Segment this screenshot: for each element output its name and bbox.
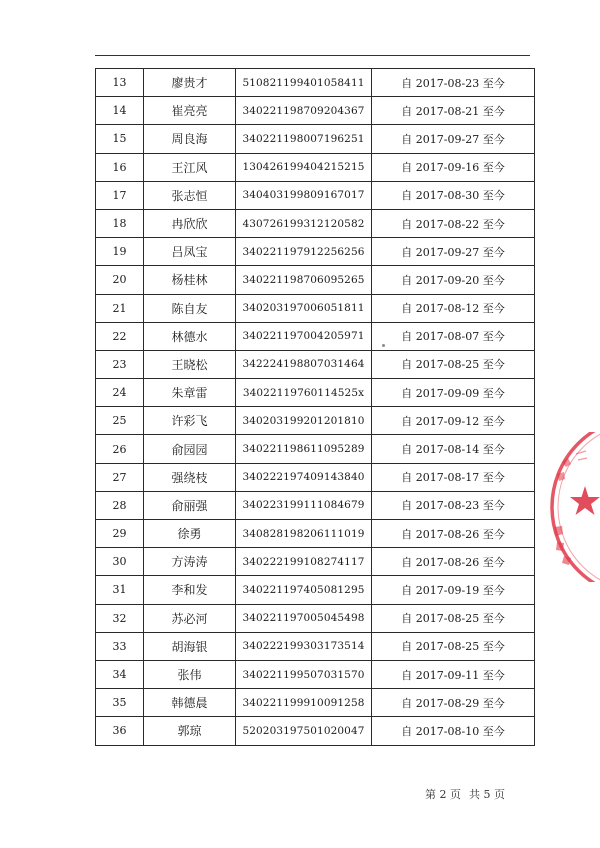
table-row xyxy=(96,520,535,548)
header-rule xyxy=(95,55,530,56)
row-number-cell: 34 xyxy=(96,660,144,688)
name-cell: 苏必河 xyxy=(144,604,236,632)
row-number-cell: 16 xyxy=(96,153,144,181)
employment-period-cell: 自 2017-09-12 至今 xyxy=(372,407,535,435)
row-number-cell: 29 xyxy=(96,520,144,548)
employment-period-cell: 自 2017-08-25 至今 xyxy=(372,350,535,378)
row-number-cell: 23 xyxy=(96,350,144,378)
scan-speck xyxy=(382,344,385,347)
id-number-cell: 340403199809167017 xyxy=(236,181,372,209)
name-cell: 俞园园 xyxy=(144,435,236,463)
employment-period-cell: 自 2017-09-19 至今 xyxy=(372,576,535,604)
table-row xyxy=(96,238,535,266)
name-cell: 崔亮亮 xyxy=(144,97,236,125)
table-row xyxy=(96,407,535,435)
employment-period-cell: 自 2017-08-26 至今 xyxy=(372,548,535,576)
table-row xyxy=(96,435,535,463)
id-number-cell: 340222197409143840 xyxy=(236,463,372,491)
table-row xyxy=(96,97,535,125)
name-cell: 朱章雷 xyxy=(144,379,236,407)
row-number-cell: 22 xyxy=(96,322,144,350)
page-number: 第 2 页 xyxy=(425,788,461,801)
row-number-cell: 15 xyxy=(96,125,144,153)
id-number-cell: 340222199108274117 xyxy=(236,548,372,576)
id-number-cell: 520203197501020047 xyxy=(236,717,372,745)
employment-period-cell: 自 2017-08-25 至今 xyxy=(372,632,535,660)
employment-period-cell: 自 2017-08-21 至今 xyxy=(372,97,535,125)
row-number-cell: 35 xyxy=(96,689,144,717)
table-row xyxy=(96,491,535,519)
id-number-cell: 130426199404215215 xyxy=(236,153,372,181)
table-row xyxy=(96,294,535,322)
name-cell: 张志恒 xyxy=(144,181,236,209)
row-number-cell: 32 xyxy=(96,604,144,632)
row-number-cell: 30 xyxy=(96,548,144,576)
id-number-cell: 340222199303173514 xyxy=(236,632,372,660)
id-number-cell: 340203197006051811 xyxy=(236,294,372,322)
page-total: 共 5 页 xyxy=(469,788,505,801)
employment-period-cell: 自 2017-09-11 至今 xyxy=(372,660,535,688)
table-row xyxy=(96,548,535,576)
name-cell: 王晓松 xyxy=(144,350,236,378)
employment-period-cell: 自 2017-08-30 至今 xyxy=(372,181,535,209)
table-row xyxy=(96,660,535,688)
roster-table xyxy=(95,68,535,746)
id-number-cell: 340221199507031570 xyxy=(236,660,372,688)
employment-period-cell: 自 2017-08-23 至今 xyxy=(372,69,535,97)
id-number-cell: 340221198007196251 xyxy=(236,125,372,153)
employment-period-cell: 自 2017-08-17 至今 xyxy=(372,463,535,491)
name-cell: 郭琼 xyxy=(144,717,236,745)
table-row xyxy=(96,125,535,153)
id-number-cell: 340828198206111019 xyxy=(236,520,372,548)
table-row xyxy=(96,181,535,209)
row-number-cell: 19 xyxy=(96,238,144,266)
row-number-cell: 28 xyxy=(96,491,144,519)
id-number-cell: 340223199111084679 xyxy=(236,491,372,519)
name-cell: 强绕枝 xyxy=(144,463,236,491)
table-row xyxy=(96,69,535,97)
name-cell: 徐勇 xyxy=(144,520,236,548)
employment-period-cell: 自 2017-08-14 至今 xyxy=(372,435,535,463)
employment-period-cell: 自 2017-09-16 至今 xyxy=(372,153,535,181)
employment-period-cell: 自 2017-09-27 至今 xyxy=(372,238,535,266)
name-cell: 林德水 xyxy=(144,322,236,350)
table-row xyxy=(96,689,535,717)
official-seal-fragment-icon xyxy=(542,432,600,582)
table-row xyxy=(96,604,535,632)
row-number-cell: 17 xyxy=(96,181,144,209)
employment-period-cell: 自 2017-09-27 至今 xyxy=(372,125,535,153)
name-cell: 王江风 xyxy=(144,153,236,181)
employment-period-cell: 自 2017-08-25 至今 xyxy=(372,604,535,632)
table-row xyxy=(96,266,535,294)
table-row xyxy=(96,717,535,745)
table-row xyxy=(96,209,535,237)
table-row xyxy=(96,153,535,181)
name-cell: 韩德晨 xyxy=(144,689,236,717)
roster-table-body xyxy=(96,69,535,746)
employment-period-cell: 自 2017-08-07 至今 xyxy=(372,322,535,350)
employment-period-cell: 自 2017-09-09 至今 xyxy=(372,379,535,407)
row-number-cell: 21 xyxy=(96,294,144,322)
table-row xyxy=(96,379,535,407)
table-row xyxy=(96,322,535,350)
id-number-cell: 340203199201201810 xyxy=(236,407,372,435)
page-footer xyxy=(425,786,505,802)
name-cell: 周良海 xyxy=(144,125,236,153)
table-row xyxy=(96,350,535,378)
name-cell: 廖贵才 xyxy=(144,69,236,97)
employment-period-cell: 自 2017-08-23 至今 xyxy=(372,491,535,519)
name-cell: 俞丽强 xyxy=(144,491,236,519)
row-number-cell: 26 xyxy=(96,435,144,463)
name-cell: 冉欣欣 xyxy=(144,209,236,237)
row-number-cell: 14 xyxy=(96,97,144,125)
row-number-cell: 24 xyxy=(96,379,144,407)
employment-period-cell: 自 2017-08-29 至今 xyxy=(372,689,535,717)
id-number-cell: 34022119760114525x xyxy=(236,379,372,407)
id-number-cell: 430726199312120582 xyxy=(236,209,372,237)
row-number-cell: 18 xyxy=(96,209,144,237)
row-number-cell: 25 xyxy=(96,407,144,435)
name-cell: 杨桂林 xyxy=(144,266,236,294)
name-cell: 方涛涛 xyxy=(144,548,236,576)
employment-period-cell: 自 2017-08-26 至今 xyxy=(372,520,535,548)
table-row xyxy=(96,463,535,491)
id-number-cell: 340221197004205971 xyxy=(236,322,372,350)
id-number-cell: 340221198706095265 xyxy=(236,266,372,294)
id-number-cell: 342224198807031464 xyxy=(236,350,372,378)
table-row xyxy=(96,632,535,660)
name-cell: 胡海银 xyxy=(144,632,236,660)
name-cell: 张伟 xyxy=(144,660,236,688)
id-number-cell: 340221197405081295 xyxy=(236,576,372,604)
id-number-cell: 340221199910091258 xyxy=(236,689,372,717)
employment-period-cell: 自 2017-08-10 至今 xyxy=(372,717,535,745)
employment-period-cell: 自 2017-08-12 至今 xyxy=(372,294,535,322)
name-cell: 李和发 xyxy=(144,576,236,604)
row-number-cell: 27 xyxy=(96,463,144,491)
table-row xyxy=(96,576,535,604)
row-number-cell: 31 xyxy=(96,576,144,604)
row-number-cell: 33 xyxy=(96,632,144,660)
name-cell: 陈自友 xyxy=(144,294,236,322)
id-number-cell: 340221197912256256 xyxy=(236,238,372,266)
id-number-cell: 340221198709204367 xyxy=(236,97,372,125)
name-cell: 许彩飞 xyxy=(144,407,236,435)
employment-period-cell: 自 2017-08-22 至今 xyxy=(372,209,535,237)
employment-period-cell: 自 2017-09-20 至今 xyxy=(372,266,535,294)
name-cell: 吕凤宝 xyxy=(144,238,236,266)
row-number-cell: 36 xyxy=(96,717,144,745)
id-number-cell: 340221198611095289 xyxy=(236,435,372,463)
id-number-cell: 340221197005045498 xyxy=(236,604,372,632)
id-number-cell: 510821199401058411 xyxy=(236,69,372,97)
row-number-cell: 20 xyxy=(96,266,144,294)
row-number-cell: 13 xyxy=(96,69,144,97)
